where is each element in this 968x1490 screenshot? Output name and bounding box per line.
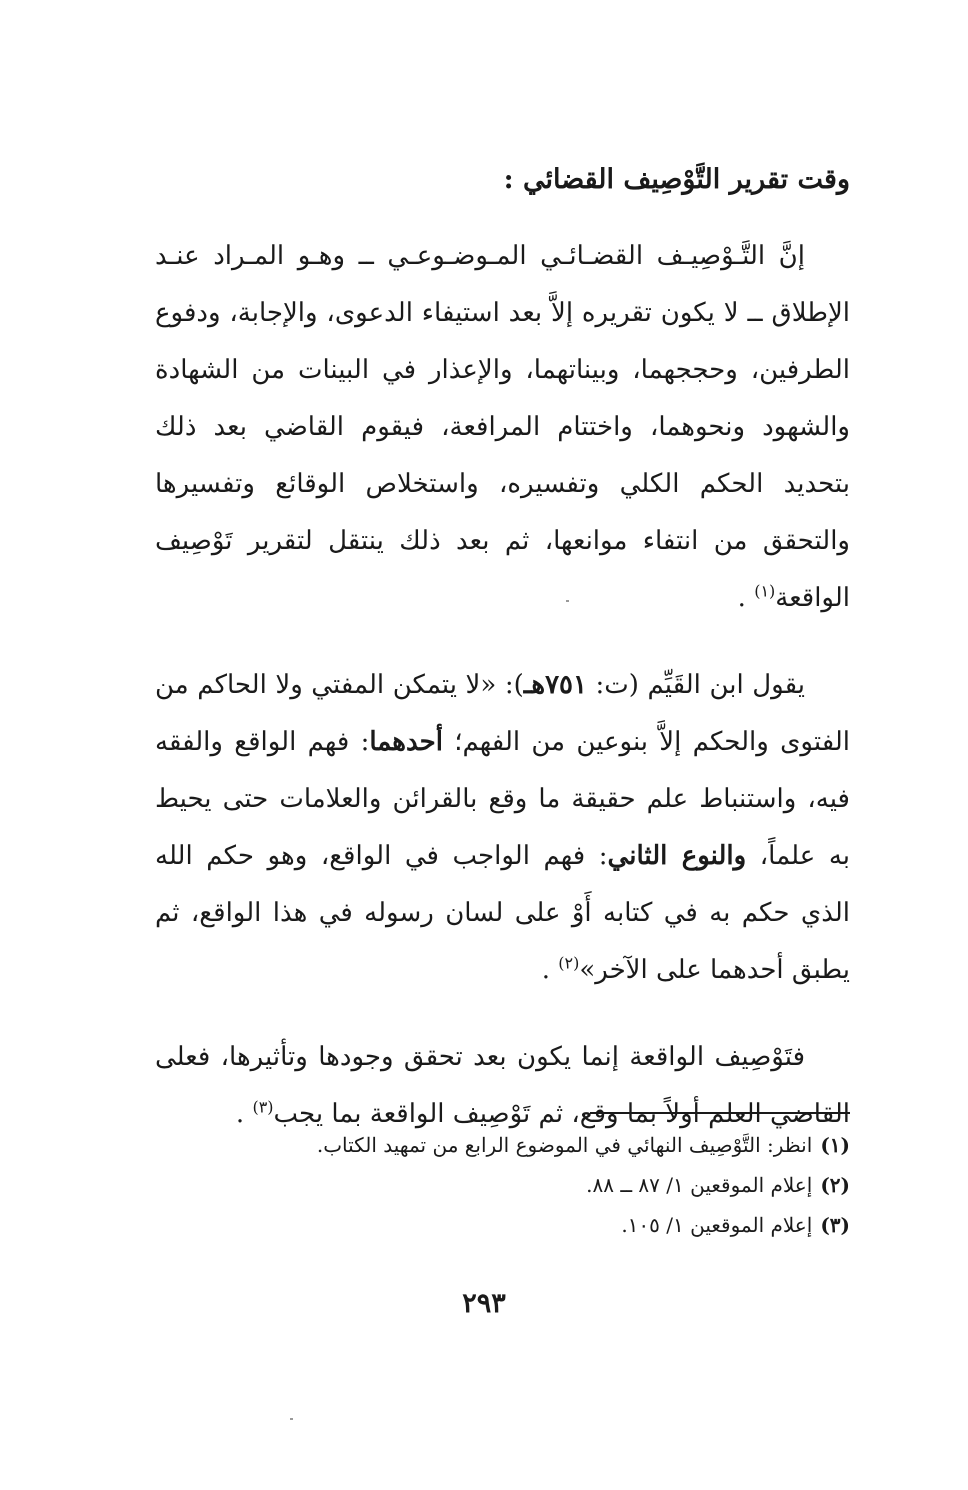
bold-term-second: والنوع الثاني [607,841,747,871]
footnotes [155,1125,850,1245]
paragraph-2-part-4: : فهم الواجب في الواقع، وهو حكم الله الذي حكم به في كتابه أَوْ على لسان رسوله في هذا الواقع، ثم يطبق أحدهما على الآخر» [155,841,850,985]
paragraph-3-text: فتَوْصِيف الواقعة إنما يكون بعد تحقق وجودها وتأثيرها، فعلى القاضي العلم أولاً بما وقع، ثم تَوْصِيف الواقعة بما يجب [155,1042,850,1129]
paragraph-2-part-3: : فهم الواقع والفقه فيه، واستنباط علم حقيقة ما وقع بالقرائن والعلامات حتى يحيط به علماً، [155,727,850,871]
footnote-text: إعلام الموقعين ١/ ٨٧ ــ ٨٨. [586,1173,813,1197]
footnote-ref-2[interactable]: (٢) [558,953,580,973]
footnote-text: انظر: التَّوْصِيف النهائي في الموضوع الرابع من تمهيد الكتاب. [316,1133,813,1157]
paragraph-2 [155,657,850,999]
paragraph-2-part-2: ): «لا يتمكن المفتي ولا الحاكم من الفتوى والحكم إلاَّ بنوعين من الفهم؛ [155,670,850,757]
footnote-2 [155,1165,850,1205]
main-text [155,160,850,1143]
death-year: ٧٥١هـ [523,670,587,700]
footnote-3 [155,1205,850,1245]
paragraph-1 [155,228,850,627]
paragraph-1-text: إنَّ التَّـوْصِيـف القضـائـي المـوضـوعـي ــ وهـو المـراد عنـد الإطلاق ــ لا يكون تقريره إلاَّ بعد استيفاء الدعوى، والإجابة، ودفوع الطرفين، وحججهما، وبيناتهما، والإعذار في البينات من الشهادة والشهود ونحوهما، واختتام المرافعة، فيقوم القاضي بعد ذلك بتحديد الحكم الكلي وتفسيره، واستخلاص الوقائع وتفسيرها والتحقق من انتفاء موانعها، ثم بعد ذلك ينتقل لتقرير تَوْصِيف الواقعة [155,241,850,613]
paragraph-1-end: . [737,583,755,613]
footnote-ref-1[interactable]: (١) [754,581,776,601]
paragraph-2-part-1: يقول ابن القَيِّم (ت: [586,670,805,700]
section-heading: وقت تقرير التَّوْصِيف القضائي : [503,164,850,195]
bold-term-first: أحدهما [369,727,443,757]
footnote-number: (٢) [820,1173,850,1197]
footnote-number: (٣) [820,1213,850,1237]
scan-speck [566,600,569,602]
footnote-text: إعلام الموقعين ١/ ١٠٥. [621,1213,813,1237]
scan-speck [290,1418,293,1420]
paragraph-3-end: . [235,1099,253,1129]
footnote-number: (١) [820,1133,850,1157]
paragraph-2-end: . [541,955,559,985]
footnote-ref-3[interactable]: (٣) [252,1097,274,1117]
page-number: ٢٩٣ [462,1288,506,1319]
footnote-divider [590,1112,850,1114]
footnote-1 [155,1125,850,1165]
